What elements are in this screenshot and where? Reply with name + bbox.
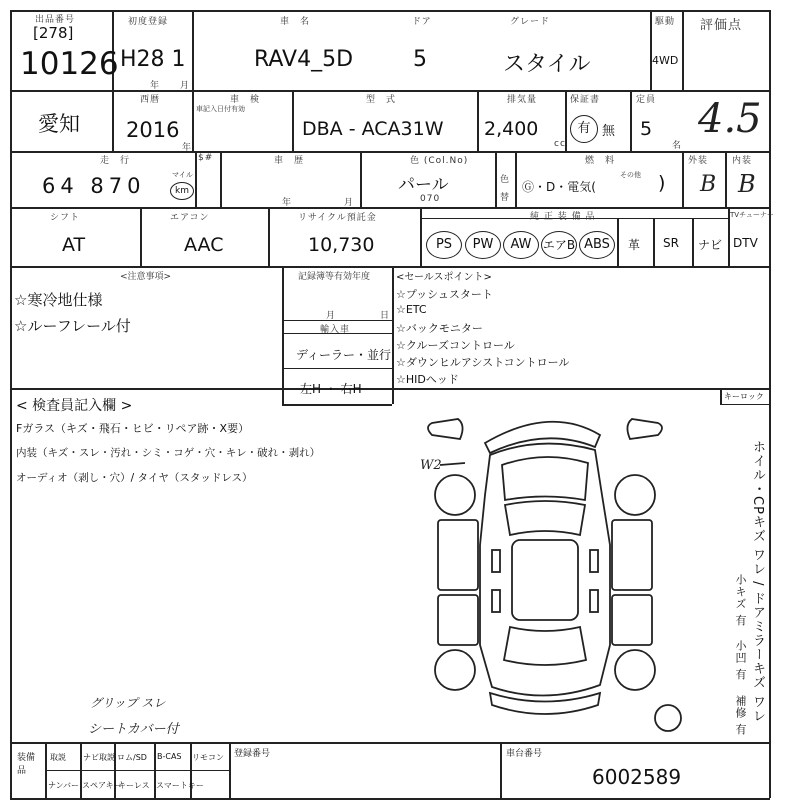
equip-sunroof: SR — [663, 236, 679, 250]
equipment-label: 純 正 装 備 品 — [530, 212, 596, 222]
footer-item-smart-key: スマートキー — [156, 781, 204, 790]
first-reg-label: 初度登録 — [128, 17, 169, 27]
import-label: 輸入車 — [320, 325, 351, 335]
selling-item-2: ☆ETC — [396, 303, 427, 316]
selling-item-3: ☆バックモニター — [396, 322, 483, 335]
handwritten-note-1: グリップ スレ — [90, 696, 166, 710]
drive-label: 駆動 — [655, 17, 676, 27]
fuel-other: その他 — [620, 171, 641, 179]
history-year: 年 — [282, 198, 293, 208]
color: パール — [398, 175, 449, 195]
grade-label: グレード — [510, 17, 551, 27]
chassis-number: 6002589 — [592, 765, 682, 789]
selling-item-6: ☆HIDヘッド — [396, 373, 459, 386]
score-label: 評価点 — [700, 18, 743, 33]
recycle: 10,730 — [308, 234, 375, 256]
inspector-line-2: 内装（キズ・スレ・汚れ・シミ・コゲ・穴・キレ・破れ・剥れ） — [16, 447, 321, 459]
repair-item-2: ☆ルーフレール付 — [14, 317, 131, 335]
year: 2016 — [126, 118, 180, 142]
inspection-sub: 車記入日付有効 — [196, 105, 245, 113]
equip-airbag: エアB — [541, 231, 577, 259]
footer-item-spare-key: スペアキー — [82, 781, 122, 790]
warranty-label: 保証書 — [570, 95, 601, 105]
lot-number: 10126 — [20, 46, 119, 82]
car-name-label: 車 名 — [280, 17, 311, 27]
shift: AT — [62, 234, 86, 256]
equip-tv: DTV — [733, 236, 758, 250]
mileage-unit: km — [170, 182, 194, 200]
damage-marker: W2 — [420, 458, 442, 473]
side-small-3: 補修 有 — [734, 695, 747, 736]
equip-navi: ナビ — [698, 238, 723, 252]
equip-leather: 革 — [628, 238, 641, 252]
color-label: 色 (Col.No) — [410, 156, 469, 166]
equip-aw: AW — [503, 231, 539, 259]
selling-item-1: ☆プッシュスタート — [396, 288, 493, 301]
exterior-label: 外装 — [688, 156, 709, 166]
equip-pw: PW — [465, 231, 501, 259]
warranty-yes: 有 — [570, 115, 598, 143]
footer-item-manual: 取説 — [50, 753, 66, 762]
exterior: B — [700, 172, 717, 197]
mileage-label: 走 行 — [100, 156, 131, 166]
record-day: 日 — [380, 311, 391, 321]
mileage: 64 870 — [42, 174, 146, 198]
year-label: 西暦 — [140, 95, 161, 105]
capacity-unit: 名 — [672, 141, 683, 151]
doors: 5 — [413, 47, 427, 72]
doors-label: ドア — [412, 17, 432, 27]
mileage-unit-top: マイル — [172, 171, 193, 179]
first-reg: H28 1 — [120, 47, 186, 72]
footer-item-plate: ナンバー — [48, 781, 80, 790]
displacement-label: 排気量 — [507, 95, 538, 105]
footer-chassis-label: 車台番号 — [506, 749, 543, 759]
equip-abs: ABS — [579, 231, 615, 259]
import-value: ディーラー・並行 — [296, 348, 392, 362]
footer-item-navi-manual: ナビ取説 — [83, 753, 115, 762]
interior: B — [738, 170, 756, 198]
keylock-label: キーロック — [724, 392, 764, 401]
lot-code: [278] — [33, 24, 74, 42]
side-legend: ホイル・CPキズ ワレ / ドアミラーキズ ワレ — [750, 440, 765, 723]
color-code: 070 — [420, 194, 441, 204]
tv-label: TVチューナー — [730, 211, 774, 219]
history-label: 車 歴 — [274, 156, 305, 166]
selling-label: <セールスポイント> — [396, 272, 492, 283]
warranty-no: 無 — [602, 124, 616, 139]
footer-equip-label: 装備品 — [17, 753, 36, 776]
interior-label: 内装 — [732, 156, 753, 166]
repair-item-1: ☆寒冷地仕様 — [14, 291, 103, 309]
year-unit: 年 — [182, 143, 193, 153]
history-month: 月 — [344, 198, 355, 208]
cc-unit: cc — [554, 139, 566, 149]
footer-item-keyless: キーレス — [118, 781, 150, 790]
mileage-check: $# — [198, 153, 214, 163]
inspection-label: 車 検 — [230, 95, 261, 105]
shift-label: シフト — [50, 213, 81, 223]
inspector-line-1: Fガラス（キズ・飛石・ヒビ・リペア跡・X要） — [16, 422, 250, 435]
footer-reg-no-label: 登録番号 — [234, 749, 271, 759]
handle-side: 左H ・ 右H — [300, 382, 362, 396]
selling-item-4: ☆クルーズコントロール — [396, 339, 515, 352]
color-change-2: 替 — [500, 193, 511, 203]
region: 愛知 — [38, 112, 80, 136]
first-reg-sub2: 月 — [180, 81, 191, 91]
color-change-1: 色 — [500, 175, 511, 185]
fuel-close: ) — [658, 172, 666, 194]
footer-item-remote: リモコン — [192, 753, 224, 762]
drive: 4WD — [652, 54, 679, 67]
first-reg-sub1: 年 — [150, 81, 161, 91]
inspector-line-3: オーディオ（剥し・穴）/ タイヤ（スタッドレス） — [16, 472, 253, 484]
inspector-title: < 検査員記入欄 > — [16, 398, 133, 414]
recycle-label: リサイクル預託金 — [298, 213, 377, 223]
record-label: 記録簿等有効年度 — [298, 272, 371, 282]
equip-ps: PS — [426, 231, 462, 259]
ac-label: エアコン — [170, 213, 210, 223]
model: DBA - ACA31W — [302, 118, 444, 140]
car-name: RAV4_5D — [254, 47, 354, 72]
side-small-2: 小凹 有 — [734, 640, 747, 681]
grade: スタイル — [503, 52, 591, 77]
displacement: 2,400 — [484, 118, 539, 140]
score: 4.5 — [698, 96, 762, 142]
handwritten-note-2: シートカバー付 — [88, 722, 179, 737]
record-month: 月 — [326, 311, 337, 321]
lot-number-label: 出品番号 — [35, 15, 76, 25]
capacity: 5 — [640, 118, 653, 140]
repair-label: <注意事項> — [120, 272, 172, 282]
fuel-options: Ⓖ・D・電気( — [522, 180, 596, 194]
fuel-label: 燃 料 — [585, 156, 616, 166]
side-small-1: 小キズ 有 — [734, 574, 747, 627]
model-label: 型 式 — [366, 95, 397, 105]
selling-item-5: ☆ダウンヒルアシストコントロール — [396, 356, 570, 369]
footer-item-rom: ロム/SD — [117, 753, 147, 762]
car-diagram — [410, 405, 700, 735]
capacity-label: 定員 — [636, 95, 657, 105]
ac: AAC — [184, 234, 224, 256]
footer-item-bcas: B-CAS — [157, 752, 182, 761]
